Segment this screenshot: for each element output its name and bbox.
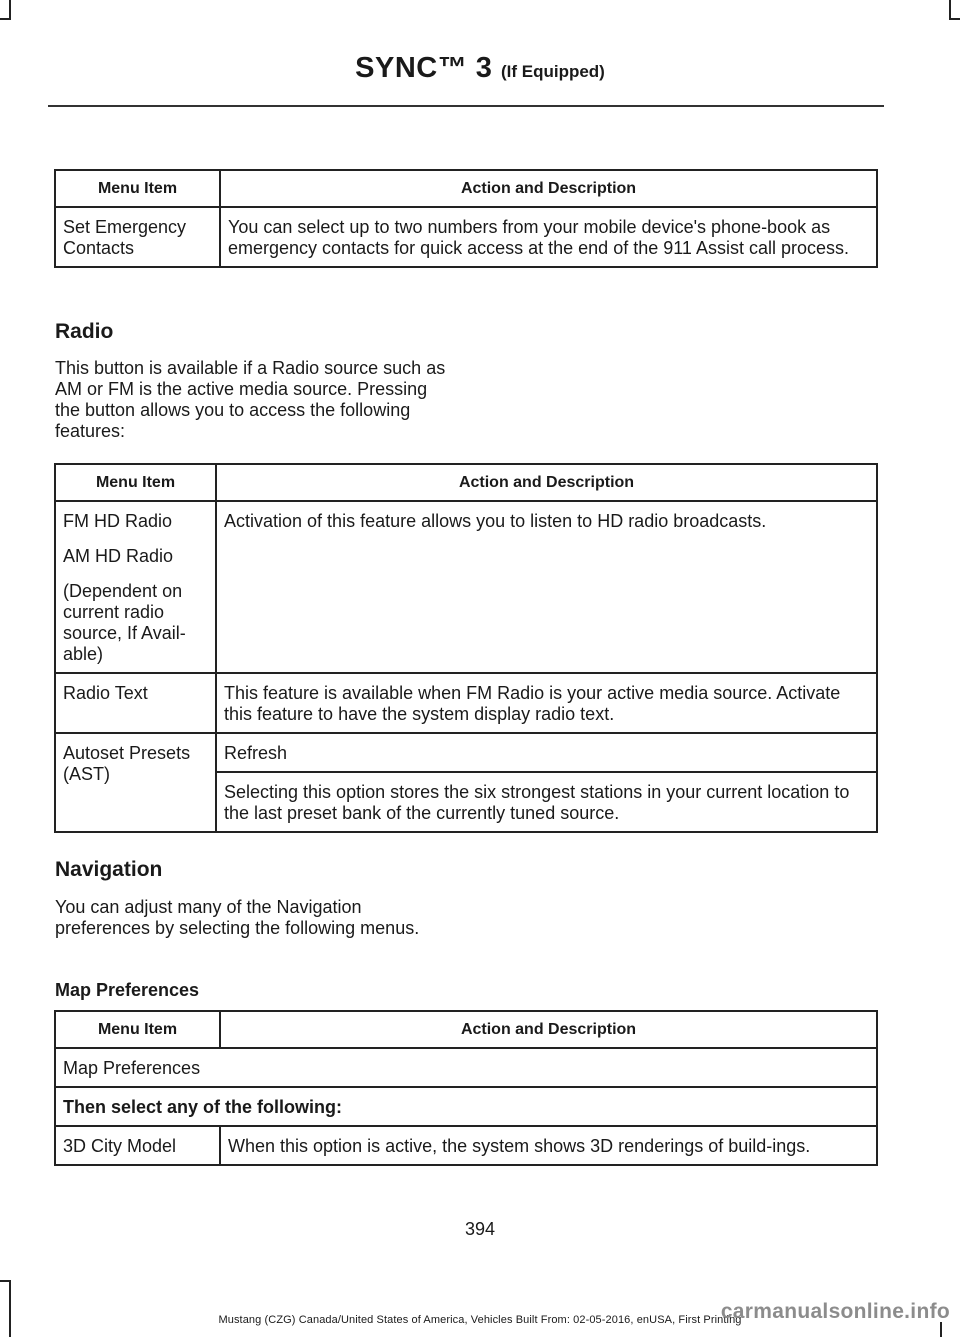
col-action: Action and Description — [220, 170, 877, 207]
header-subtitle: (If Equipped) — [500, 62, 605, 81]
table-row — [55, 1048, 877, 1087]
description-cell: You can select up to two numbers from your mobile device's phone-book as emergency contacts for quick access at the end of the 911 Assist call process. — [220, 207, 877, 267]
description-cell: Activation of this feature allows you to listen to HD radio broadcasts. — [216, 501, 877, 673]
hd-item: FM HD Radio — [63, 511, 173, 531]
page-number: 394 — [464, 1219, 496, 1239]
radio-body: This button is available if a Radio source such as AM or FM is the active media source. Pressing the button allows you to access the following features: — [55, 358, 446, 441]
table-row — [55, 501, 877, 673]
map-preferences-table — [54, 1010, 878, 1166]
menu-item-cell: Radio Text — [55, 673, 216, 733]
crop-mark — [949, 0, 951, 20]
navigation-heading: Navigation — [55, 858, 163, 881]
radio-table — [54, 463, 878, 833]
table-row — [55, 1087, 877, 1126]
hd-item-note: (Dependent on current radio source, If Avail-able) — [63, 581, 186, 664]
page-footer: Mustang (CZG) Canada/United States of America, Vehicles Built From: 02-05-2016, enUSA, First Printing — [218, 1314, 742, 1326]
menu-item-cell: Autoset Presets (AST) — [55, 733, 216, 832]
crop-mark — [9, 1280, 11, 1337]
crop-mark — [9, 0, 11, 20]
table-row — [55, 1126, 877, 1165]
description-cell: Selecting this option stores the six strongest stations in your current location to the last preset bank of the currently tuned source. — [216, 772, 877, 832]
col-menu-item: Menu Item — [55, 170, 220, 207]
col-action: Action and Description — [216, 464, 877, 501]
table-header-row — [55, 170, 877, 207]
col-menu-item: Menu Item — [55, 1011, 220, 1048]
navigation-body: You can adjust many of the Navigation preferences by selecting the following menus. — [55, 897, 420, 938]
watermark: carmanualsonline.info — [720, 1300, 950, 1323]
crop-mark — [0, 1280, 11, 1282]
hd-item: AM HD Radio — [63, 546, 174, 566]
col-menu-item: Menu Item — [55, 464, 216, 501]
emergency-table — [54, 169, 878, 268]
table-row — [55, 733, 877, 772]
menu-item-cell: Set Emergency Contacts — [55, 207, 220, 267]
header-rule — [48, 105, 884, 107]
table-row — [55, 673, 877, 733]
instruction-cell: Then select any of the following: — [55, 1087, 877, 1126]
page-header-title — [0, 52, 960, 85]
crop-mark — [0, 18, 11, 20]
menu-item-cell: 3D City Model — [55, 1126, 220, 1165]
radio-heading: Radio — [55, 320, 114, 343]
table-header-row — [55, 464, 877, 501]
description-cell: When this option is active, the system shows 3D renderings of build-ings. — [220, 1126, 877, 1165]
menu-item-cell — [55, 501, 216, 673]
menu-item-cell: Map Preferences — [55, 1048, 877, 1087]
crop-mark — [949, 18, 960, 20]
description-cell: Refresh — [216, 733, 877, 772]
table-row — [55, 207, 877, 267]
description-cell: This feature is available when FM Radio is your active media source. Activate this feature to have the system display radio text. — [216, 673, 877, 733]
header-title: SYNC™ 3 — [355, 52, 493, 84]
table-header-row — [55, 1011, 877, 1048]
col-action: Action and Description — [220, 1011, 877, 1048]
map-preferences-subheading: Map Preferences — [55, 980, 200, 1000]
